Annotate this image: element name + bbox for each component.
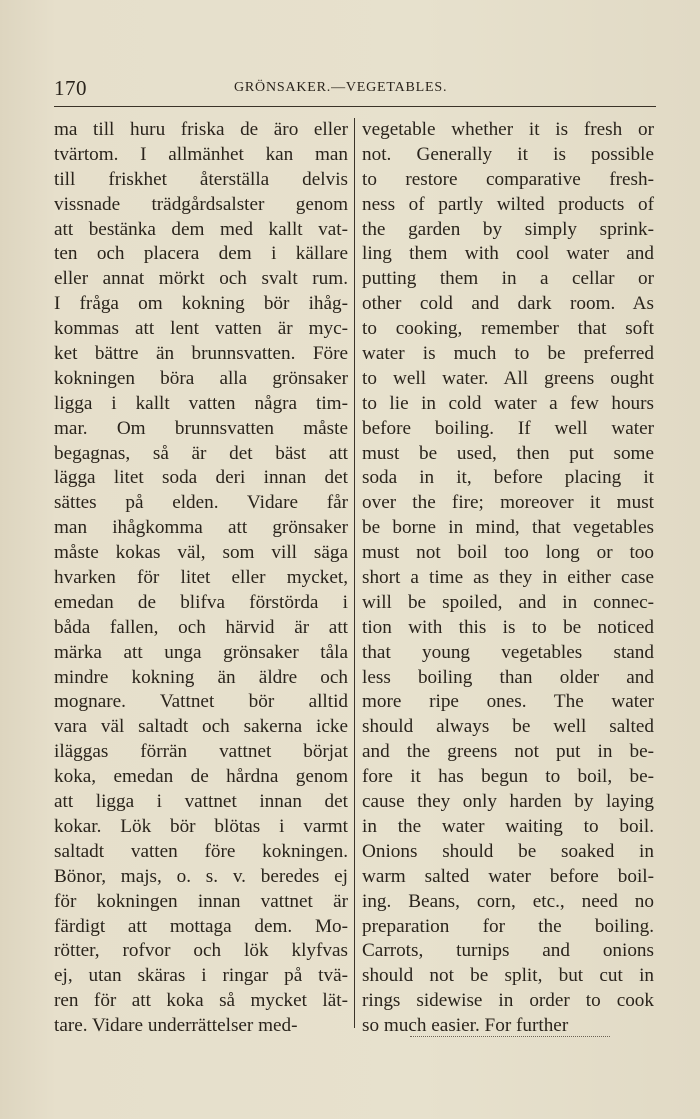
text-line: färdigt att mottaga dem. Mo- xyxy=(54,915,348,937)
text-line: water is much to be preferred xyxy=(362,343,654,365)
text-line: iläggas förrän vattnet börjat xyxy=(54,741,348,763)
text-line: mognare. Vattnet bör alltid xyxy=(54,691,348,713)
text-line: kommas att lent vatten är myc- xyxy=(54,318,348,340)
text-line: should always be well salted xyxy=(362,716,654,738)
text-line: man ihågkomma att grönsaker xyxy=(54,517,348,539)
text-line: not. Generally it is possible xyxy=(362,143,654,165)
text-line: the garden by simply sprink- xyxy=(362,218,654,240)
text-line: Carrots, turnips and onions xyxy=(362,940,654,962)
text-line: rötter, rofvor och lök klyfvas xyxy=(54,940,348,962)
text-line: begagnas, så är det bäst att xyxy=(54,442,348,464)
text-line: att bestänka dem med kallt vat- xyxy=(54,218,348,240)
text-line: in the water waiting to boil. xyxy=(362,815,654,837)
text-line: should not be split, but cut in xyxy=(362,965,654,987)
bottom-rule xyxy=(410,1036,610,1037)
text-line: other cold and dark room. As xyxy=(362,293,654,315)
text-line: lägga litet soda deri innan det xyxy=(54,467,348,489)
text-line: will be spoiled, and in connec- xyxy=(362,591,654,613)
text-line: I fråga om kokning bör ihåg- xyxy=(54,293,348,315)
text-line: ligga i kallt vatten några tim- xyxy=(54,392,348,414)
swedish-column xyxy=(54,118,348,1039)
text-line: för kokningen innan vattnet är xyxy=(54,890,348,912)
text-line: preparation for the boiling. xyxy=(362,915,654,937)
text-line: saltadt vatten före kokningen. xyxy=(54,840,348,862)
text-line: koka, emedan de hårdna genom xyxy=(54,766,348,788)
text-line: less boiling than older and xyxy=(362,666,654,688)
text-line: kokar. Lök bör blötas i varmt xyxy=(54,815,348,837)
text-line: mar. Om brunnsvatten måste xyxy=(54,417,348,439)
text-line: ness of partly wilted products of xyxy=(362,193,654,215)
text-line: before boiling. If well water xyxy=(362,417,654,439)
page-header xyxy=(54,76,654,106)
text-line: ten och placera dem i källare xyxy=(54,243,348,265)
text-line: eller annat mörkt och svalt rum. xyxy=(54,268,348,290)
text-line: soda in it, before placing it xyxy=(362,467,654,489)
text-line: putting them in a cellar or xyxy=(362,268,654,290)
text-line: emedan de blifva förstörda i xyxy=(54,591,348,613)
text-line: tare. Vidare underrättelser med- xyxy=(54,1015,298,1037)
text-line: ma till huru friska de äro eller xyxy=(54,119,348,140)
text-line: ling them with cool water and xyxy=(362,243,654,265)
text-line: warm salted water before boil- xyxy=(362,865,654,887)
text-line: hvarken för litet eller mycket, xyxy=(54,567,348,589)
text-line: rings sidewise in order to cook xyxy=(362,990,654,1012)
text-line: so much easier. For further xyxy=(362,1015,569,1037)
text-line: to lie in cold water a few hours xyxy=(362,392,654,414)
text-line: that young vegetables stand xyxy=(362,641,654,663)
text-line: båda fallen, och härvid är att xyxy=(54,616,348,638)
text-line: cause they only harden by laying xyxy=(362,791,654,813)
text-line: vara väl saltadt och sakerna icke xyxy=(54,716,348,738)
running-head: GRÖNSAKER.—VEGETABLES. xyxy=(234,80,448,95)
text-line: and the greens not put in be- xyxy=(362,741,654,763)
text-line: over the fire; moreover it must xyxy=(362,492,654,514)
text-line: Onions should be soaked in xyxy=(362,840,654,862)
text-line: must not boil too long or too xyxy=(362,542,654,564)
header-rule xyxy=(54,106,656,107)
text-line: kokningen böra alla grönsaker xyxy=(54,367,348,389)
text-line: to well water. All greens ought xyxy=(362,367,654,389)
text-line: short a time as they in either case xyxy=(362,567,654,589)
text-line: märka att unga grönsaker tåla xyxy=(54,641,348,663)
text-line: ket bättre än brunnsvatten. Före xyxy=(54,343,348,365)
text-line: Bönor, majs, o. s. v. beredes ej xyxy=(54,865,348,887)
text-line: tion with this is to be noticed xyxy=(362,616,654,638)
text-line: tvärtom. I allmänhet kan man xyxy=(54,143,348,165)
text-line: must be used, then put some xyxy=(362,442,654,464)
text-line: be borne in mind, that vegetables xyxy=(362,517,654,539)
text-line: till friskhet återställa delvis xyxy=(54,168,348,190)
text-line: to cooking, remember that soft xyxy=(362,318,654,340)
text-line: ren för att koka så mycket lät- xyxy=(54,990,348,1012)
text-line: att ligga i vattnet innan det xyxy=(54,791,348,813)
text-line: to restore comparative fresh- xyxy=(362,168,654,190)
text-line: ing. Beans, corn, etc., need no xyxy=(362,890,654,912)
text-line: vissnade trädgårdsalster genom xyxy=(54,193,348,215)
text-line: sättes på elden. Vidare får xyxy=(54,492,348,514)
column-divider xyxy=(354,118,355,1028)
page-number: 170 xyxy=(54,76,87,100)
english-column xyxy=(362,118,654,1039)
text-line: vegetable whether it is fresh or xyxy=(362,119,654,140)
text-line: fore it has begun to boil, be- xyxy=(362,766,654,788)
text-line: more ripe ones. The water xyxy=(362,691,654,713)
text-line: måste kokas väl, som vill säga xyxy=(54,542,348,564)
text-line: mindre kokning än äldre och xyxy=(54,666,348,688)
text-line: ej, utan skäras i ringar på tvä- xyxy=(54,965,348,987)
